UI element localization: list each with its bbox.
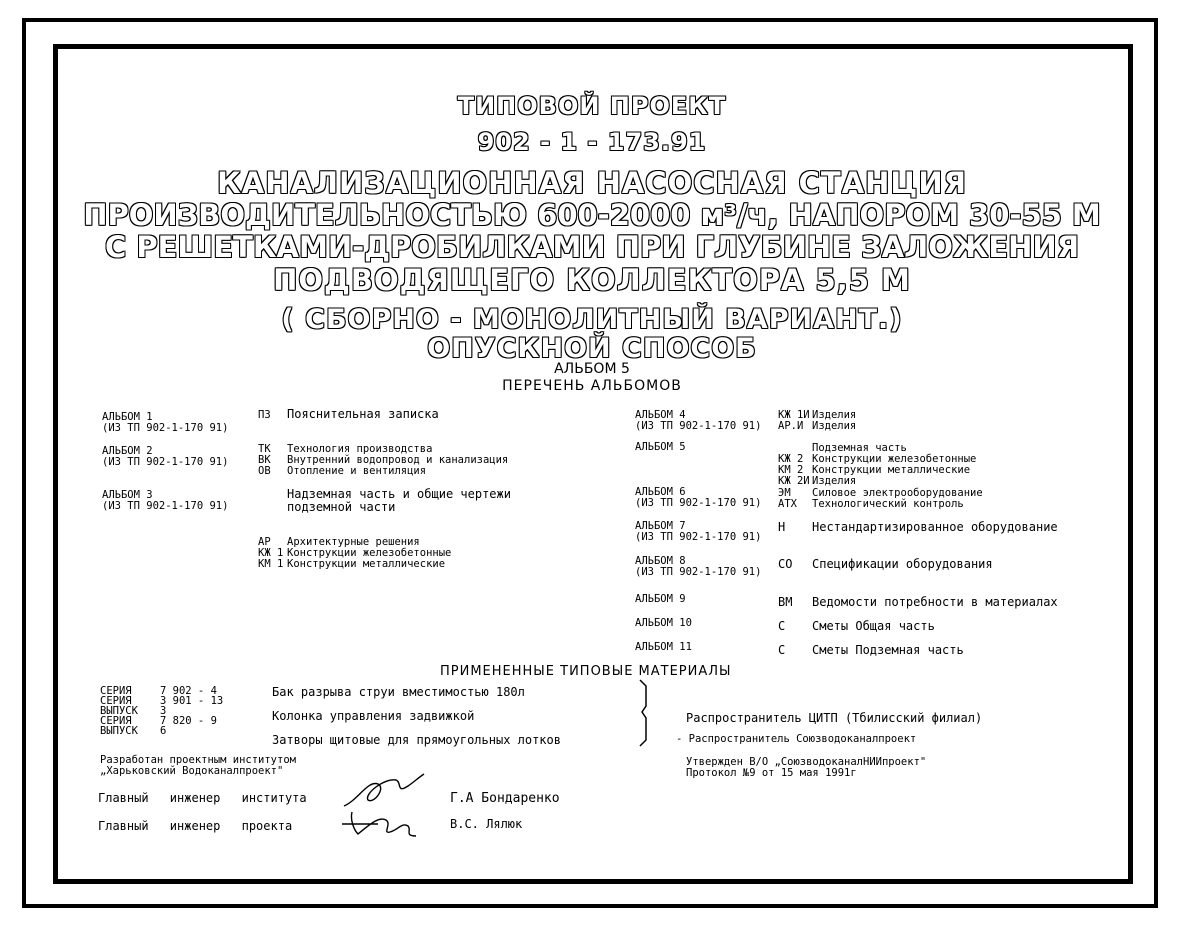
approved-by: Утвержден В/О „СоюзводоканалНИИпроект" <box>686 756 927 768</box>
right-album-6-desc: Силовое электрооборудование Технологический контроль <box>812 487 983 510</box>
album-label: АЛЬБОМ 2 <box>102 445 153 457</box>
left-album-3 <box>102 490 228 512</box>
chief-project-name: В.С. Лялюк <box>450 817 523 831</box>
material-item-3: Затворы щитовые для прямоугольных лотков <box>272 733 561 747</box>
materials-brace <box>636 678 656 748</box>
left-album-2 <box>102 446 228 468</box>
right-album-10-codes: С <box>778 619 786 633</box>
album-label: АЛЬБОМ 8 <box>635 555 686 567</box>
right-album-4-codes: КЖ 1И АР.И <box>778 409 810 432</box>
distributor-2: - Распространитель Союзводоканалпроект <box>676 733 917 745</box>
album-number: АЛЬБОМ 5 <box>554 361 630 377</box>
left-album-4-desc: Архитектурные решения Конструкции железобетонные Конструкции металлические <box>287 536 452 570</box>
left-album-4-codes: АР КЖ 1 КМ 1 <box>258 536 284 570</box>
right-album-10-desc: Сметы Общая часть <box>812 619 935 633</box>
right-album-9-codes: ВМ <box>778 595 793 609</box>
right-album-11-desc: Сметы Подземная часть <box>812 643 964 657</box>
title-line-8: ОПУСКНОЙ СПОСОБ <box>427 333 757 364</box>
right-album-10: АЛЬБОМ 10 <box>635 617 692 629</box>
material-item-1: Бак разрыва струи вместимостью 180л <box>272 685 525 699</box>
album-source: (ИЗ ТП 902-1-170 91) <box>635 531 762 543</box>
right-album-11-codes: С <box>778 643 786 657</box>
title-line-3: КАНАЛИЗАЦИОННАЯ НАСОСНАЯ СТАНЦИЯ <box>217 166 967 200</box>
album-source: (ИЗ ТП 902-1-170 91) <box>635 566 762 578</box>
left-album-2-desc: Технология производства Внутренний водопровод и канализация Отопление и вентиляция <box>287 443 509 477</box>
materials-series-col: СЕРИЯ СЕРИЯ ВЫПУСК СЕРИЯ ВЫПУСК <box>100 685 138 737</box>
materials-heading: ПРИМЕНЕННЫЕ ТИПОВЫЕ МАТЕРИАЛЫ <box>440 664 732 679</box>
album-label: АЛЬБОМ 3 <box>102 489 153 501</box>
left-album-1-desc: Пояснительная записка <box>287 407 439 421</box>
protocol: Протокол №9 от 15 мая 1991г <box>686 767 857 779</box>
left-album-2-codes: ТК ВК ОВ <box>258 443 271 477</box>
album-source: (ИЗ ТП 902-1-170 91) <box>635 497 762 509</box>
right-album-5: АЛЬБОМ 5 <box>635 441 686 453</box>
album-label: АЛЬБОМ 4 <box>635 409 686 421</box>
developed-by: Разработан проектным институтом „Харьковский Водоканалпроект" <box>100 754 296 777</box>
right-album-9: АЛЬБОМ 9 <box>635 593 686 605</box>
right-album-4-desc: Изделия Изделия <box>812 409 857 432</box>
title-line-4: ПРОИЗВОДИТЕЛЬНОСТЬЮ 600-2000 м³/ч, НАПОРОМ 30-55 М <box>83 198 1101 232</box>
chief-institute-label: Главный инженер института <box>98 791 307 805</box>
album-label: АЛЬБОМ 6 <box>635 486 686 498</box>
right-album-7-desc: Нестандартизированное оборудование <box>812 520 1058 534</box>
title-line-2: 902 - 1 - 173.91 <box>477 128 707 156</box>
right-album-6-codes: ЭМ АТХ <box>778 487 797 510</box>
left-album-1 <box>102 412 228 434</box>
right-album-5-codes: КЖ 2 КМ 2 КЖ 2И <box>778 453 810 487</box>
right-album-9-desc: Ведомости потребности в материалах <box>812 595 1058 609</box>
right-album-8-desc: Спецификации оборудования <box>812 557 993 571</box>
album-source: (ИЗ ТП 902-1-170 91) <box>102 422 229 434</box>
distributor-1: Распространитель ЦИТП (Тбилисский филиал) <box>686 711 983 725</box>
material-item-2: Колонка управления задвижкой <box>272 709 475 723</box>
albums-list-heading: ПЕРЕЧЕНЬ АЛЬБОМОВ <box>502 378 682 394</box>
right-album-6 <box>635 487 761 509</box>
chief-project-label: Главный инженер проекта <box>98 819 293 833</box>
title-line-5: С РЕШЕТКАМИ-ДРОБИЛКАМИ ПРИ ГЛУБИНЕ ЗАЛОЖЕНИЯ <box>104 230 1080 264</box>
signature-project <box>338 806 428 840</box>
album-source: (ИЗ ТП 902-1-170 91) <box>102 456 229 468</box>
left-album-3-desc: Надземная часть и общие чертежи подземной части <box>287 487 511 514</box>
title-line-1: ТИПОВОЙ ПРОЕКТ <box>457 92 727 120</box>
materials-number-col: 7 902 - 4 3 901 - 13 3 7 820 - 9 6 <box>160 685 224 737</box>
right-album-7 <box>635 521 761 543</box>
album-label: АЛЬБОМ 1 <box>102 411 153 423</box>
album-source: (ИЗ ТП 902-1-170 91) <box>635 420 762 432</box>
title-line-6: ПОДВОДЯЩЕГО КОЛЛЕКТОРА 5,5 М <box>273 263 911 297</box>
chief-institute-name: Г.А Бондаренко <box>450 791 560 806</box>
left-album-1-codes: ПЗ <box>258 409 271 421</box>
right-album-4 <box>635 410 761 432</box>
right-album-7-codes: Н <box>778 520 786 534</box>
album-label: АЛЬБОМ 7 <box>635 520 686 532</box>
album-source: (ИЗ ТП 902-1-170 91) <box>102 500 229 512</box>
right-album-5-desc: Подземная часть Конструкции железобетонные Конструкции металлические Изделия <box>812 442 977 487</box>
title-line-7: ( СБОРНО - МОНОЛИТНЫЙ ВАРИАНТ.) <box>281 304 903 335</box>
right-album-8-codes: СО <box>778 557 793 571</box>
right-album-8 <box>635 556 761 578</box>
right-album-11: АЛЬБОМ 11 <box>635 641 692 653</box>
